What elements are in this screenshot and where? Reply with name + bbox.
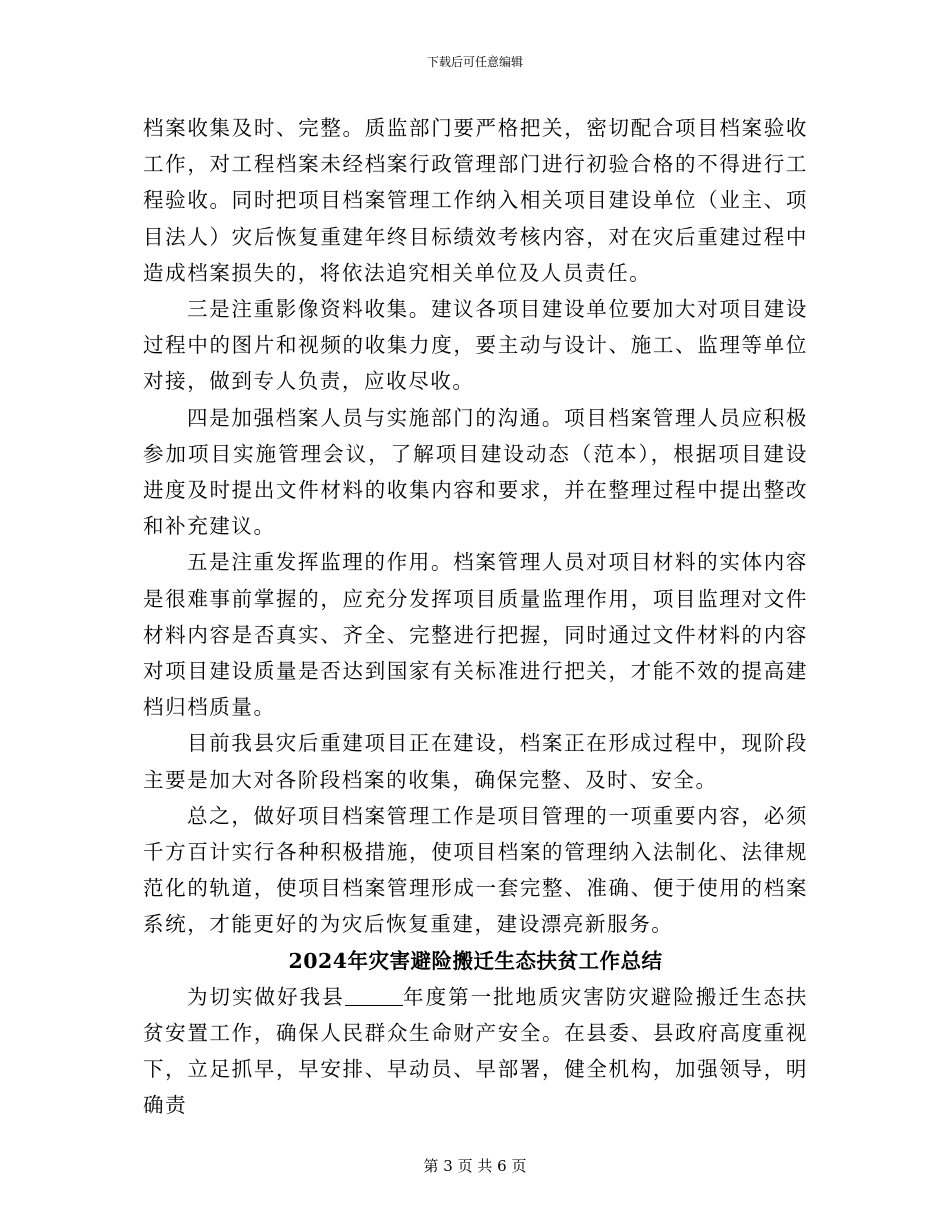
paragraph-section-intro xyxy=(143,979,808,1124)
section-title: 2024年灾害避险搬迁生态扶贫工作总结 xyxy=(288,948,663,973)
page-header: 下载后可任意编辑 xyxy=(426,55,523,69)
paragraph-current-stage: 目前我县灾后重建项目正在建设，档案正在形成过程中，现阶段主要是加大对各阶段档案的收集，确保完整、及时、安全。 xyxy=(143,731,808,792)
paragraph-communication: 四是加强档案人员与实施部门的沟通。项目档案管理人员应积极参加项目实施管理会议，了解项目建设动态（范本），根据项目建设进度及时提出文件材料的收集内容和要求，并在整理过程中提出整改和补充建议。 xyxy=(143,405,808,539)
paragraph-conclusion: 总之，做好项目档案管理工作是项目管理的一项重要内容，必须千方百计实行各种积极措施，使项目档案的管理纳入法制化、法律规范化的轨道，使项目档案管理形成一套完整、准确、便于使用的档案系统，才能更好的为灾后恢复重建，建设漂亮新服务。 xyxy=(143,803,808,937)
fill-in-blank xyxy=(345,985,403,1006)
section-intro-rest: 年度第一批地质灾害防灾避险搬迁生态扶贫安置工作，确保人民群众生命财产安全。在县委、县政府高度重视下，立足抓早，早安排、早动员、早部署，健全机构，加强领导，明确责 xyxy=(143,984,808,1118)
paragraph-archive-collection: 档案收集及时、完整。质监部门要严格把关，密切配合项目档案验收工作，对工程档案未经档案行政管理部门进行初验合格的不得进行工程验收。同时把项目档案管理工作纳入相关项目建设单位（业主、项目法人）灾后恢复重建年终目标绩效考核内容，对在灾后重建过程中造成档案损失的，将依法追究相关单位及人员责任。 xyxy=(143,116,808,285)
page-footer: 第 3 页 共 6 页 xyxy=(423,1157,527,1175)
section-intro-start: 为切实做好我县 xyxy=(187,984,345,1009)
paragraph-supervision: 五是注重发挥监理的作用。档案管理人员对项目材料的实体内容是很难事前掌握的，应充分发挥项目质量监理作用，项目监理对文件材料内容是否真实、齐全、完整进行把握，同时通过文件材料的内容对项目建设质量是否达到国家有关标准进行把关，才能不效的提高建档归档质量。 xyxy=(143,550,808,720)
document-body xyxy=(143,110,808,1124)
paragraph-image-materials: 三是注重影像资料收集。建议各项目建设单位要加大对项目建设过程中的图片和视频的收集力度，要主动与设计、施工、监理等单位对接，做到专人负责，应收尽收。 xyxy=(143,297,808,394)
